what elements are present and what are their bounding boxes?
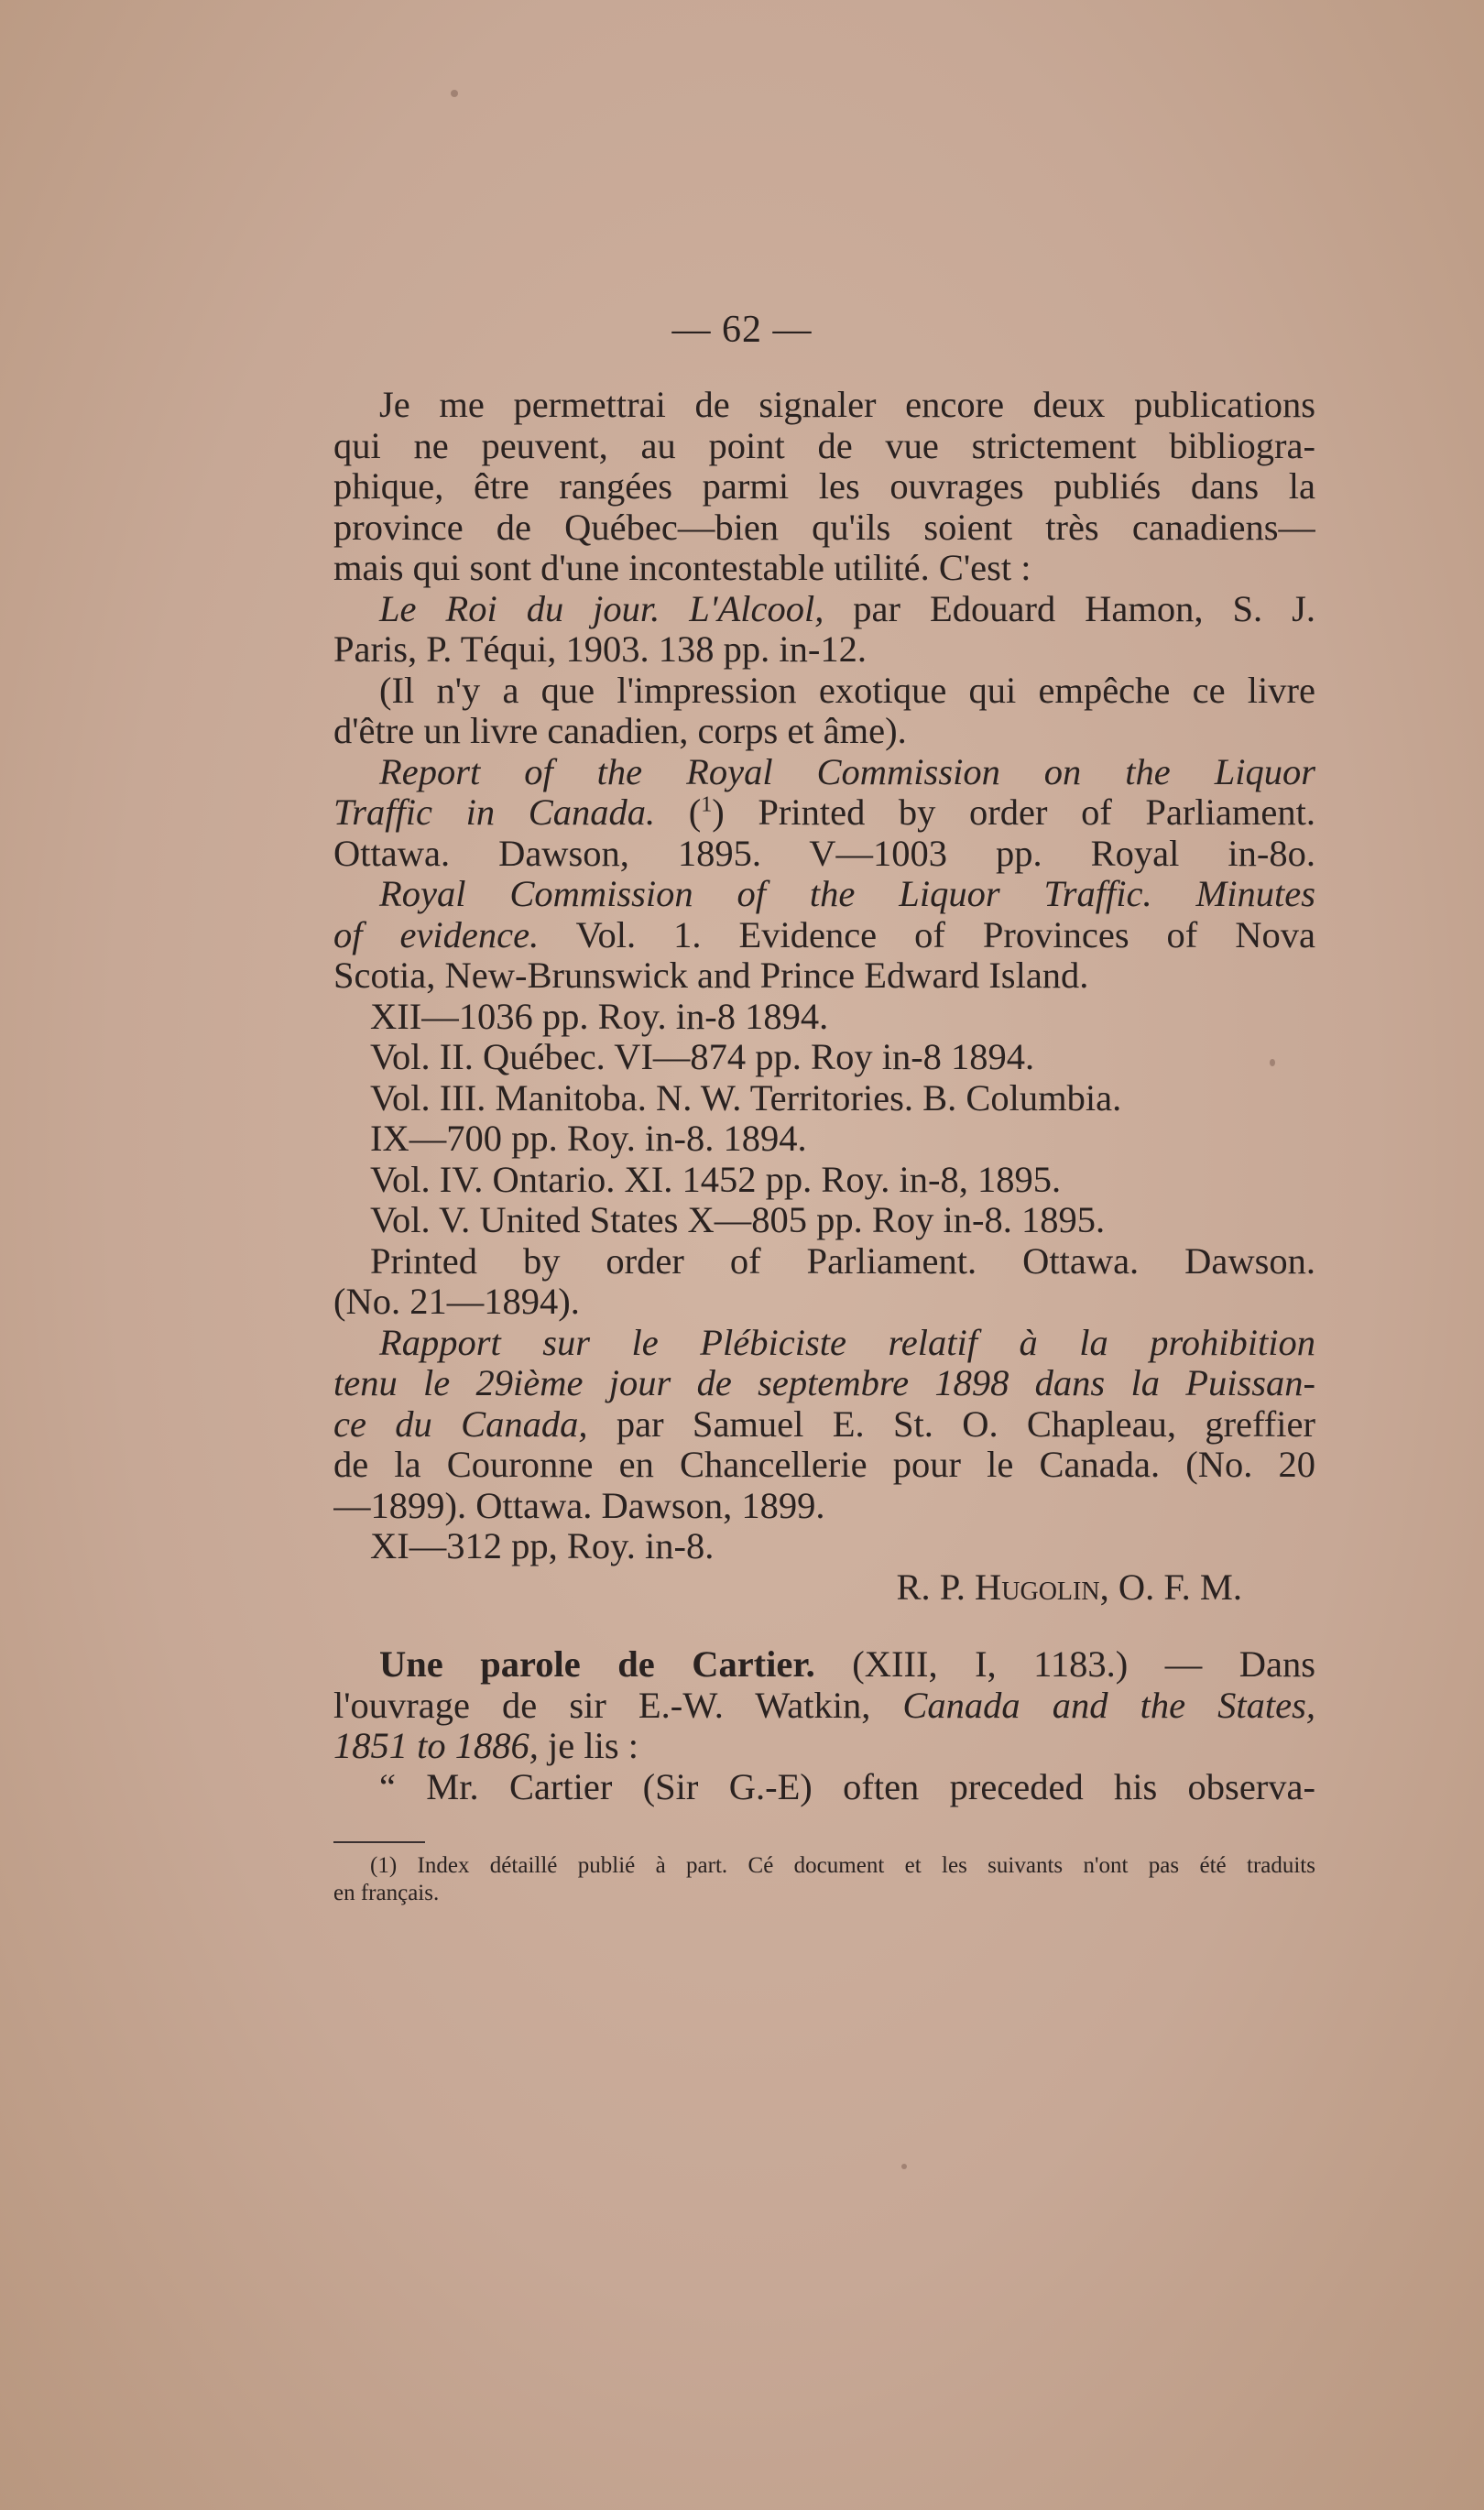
footnote bbox=[333, 1852, 1315, 1907]
author-signature: R. P. Hugolin, O. F. M. bbox=[896, 1566, 1242, 1608]
bibliography-entry bbox=[333, 1323, 1315, 1364]
text-line: d'être un livre canadien, corps et âme). bbox=[333, 711, 907, 751]
book-title: Royal Commission of the Liquor Traffic. Minutes bbox=[379, 874, 1315, 914]
paper-speck bbox=[901, 2164, 907, 2169]
book-title: tenu le 29ième jour de septembre 1898 dans la Puissan- bbox=[333, 1363, 1315, 1403]
book-title: Report of the Royal Commission on the Liquor bbox=[379, 751, 1315, 792]
bibliography-entry: Le Roi du jour. L'Alcool, par Edouard Hamon, S. J. bbox=[379, 588, 1315, 629]
footnote-ref: 1 bbox=[701, 792, 713, 817]
text-line: Scotia, New-Brunswick and Prince Edward Island. bbox=[333, 955, 1089, 996]
footnote-rule bbox=[333, 1841, 425, 1843]
text-line: phique, être rangées parmi les ouvrages publiés dans la bbox=[333, 466, 1315, 507]
text-line: Je me permettrai de signaler encore deux publications bbox=[379, 385, 1315, 425]
book-title: of evidence. bbox=[333, 914, 540, 955]
section-heading-line: Une parole de Cartier. (XIII, I, 1183.) — Dans bbox=[379, 1644, 1315, 1685]
text-line: Vol. IV. Ontario. XI. 1452 pp. Roy. in-8, 1895. bbox=[370, 1159, 1062, 1200]
text-line: 1851 to 1886, je lis : bbox=[333, 1726, 639, 1766]
bibliography-entry bbox=[333, 874, 1315, 915]
page-body bbox=[333, 385, 1315, 1807]
bibliography-entry bbox=[333, 752, 1315, 793]
text-line: (No. 21—1894). bbox=[333, 1282, 580, 1322]
page-number: — 62 — bbox=[671, 309, 813, 351]
footnote-line: en français. bbox=[333, 1881, 440, 1905]
book-title: Rapport sur le Plébiciste relatif à la prohibition bbox=[379, 1322, 1315, 1363]
text-line: Paris, P. Téqui, 1903. 138 pp. in-12. bbox=[333, 629, 867, 670]
text-line: —1899). Ottawa. Dawson, 1899. bbox=[333, 1485, 825, 1526]
text-line: Ottawa. Dawson, 1895. V—1003 pp. Royal in-8o. bbox=[333, 833, 1315, 874]
text-line: province de Québec—bien qu'ils soient très canadiens— bbox=[333, 507, 1315, 548]
section-heading: Une parole de Cartier. bbox=[379, 1644, 815, 1685]
book-title: Canada and the States, bbox=[902, 1685, 1315, 1726]
text-line: Vol. III. Manitoba. N. W. Territories. B. Columbia. bbox=[370, 1077, 1122, 1119]
text-line bbox=[333, 1363, 1315, 1404]
text-line: XI—312 pp, Roy. in-8. bbox=[370, 1526, 715, 1566]
text-line: Printed by order of Parliament. Ottawa. Dawson. bbox=[370, 1240, 1315, 1282]
text-line: mais qui sont d'une incontestable utilité. C'est : bbox=[333, 548, 1031, 588]
book-title: ce du Canada, bbox=[333, 1403, 588, 1445]
text-line: l'ouvrage de sir E.-W. Watkin, Canada and the States, bbox=[333, 1685, 1315, 1726]
text-line: Traffic in Canada. ($^1$) Printed by order of Parliament. bbox=[333, 792, 1315, 833]
paper-speck bbox=[451, 90, 458, 97]
text-line: qui ne peuvent, au point de vue strictement bibliogra- bbox=[333, 425, 1315, 466]
text-line: XII—1036 pp. Roy. in-8 1894. bbox=[370, 996, 829, 1037]
book-title: Le Roi du jour. L'Alcool, bbox=[379, 588, 824, 629]
footnote-line: (1) Index détaillé publié à part. Cé document et les suivants n'ont pas été traduits bbox=[370, 1853, 1315, 1878]
text-line: ce du Canada, par Samuel E. St. O. Chapleau, greffier bbox=[333, 1403, 1315, 1445]
text-line: of evidence. Vol. 1. Evidence of Provinces of Nova bbox=[333, 914, 1315, 955]
text-line: Vol. V. United States X—805 pp. Roy in-8. 1895. bbox=[370, 1200, 1106, 1240]
text-line: IX—700 pp. Roy. in-8. 1894. bbox=[370, 1119, 807, 1159]
text-line: Vol. II. Québec. VI—874 pp. Roy in-8 1894. bbox=[370, 1037, 1035, 1077]
text-line: “ Mr. Cartier (Sir G.-E) often preceded his observa- bbox=[379, 1766, 1315, 1807]
text-line: (Il n'y a que l'impression exotique qui empêche ce livre bbox=[379, 670, 1315, 711]
paper-speck bbox=[1270, 1059, 1275, 1066]
text-line: de la Couronne en Chancellerie pour le Canada. (No. 20 bbox=[333, 1445, 1315, 1485]
book-title: 1851 to 1886, bbox=[333, 1726, 539, 1766]
book-title: Traffic in Canada. bbox=[333, 792, 656, 833]
